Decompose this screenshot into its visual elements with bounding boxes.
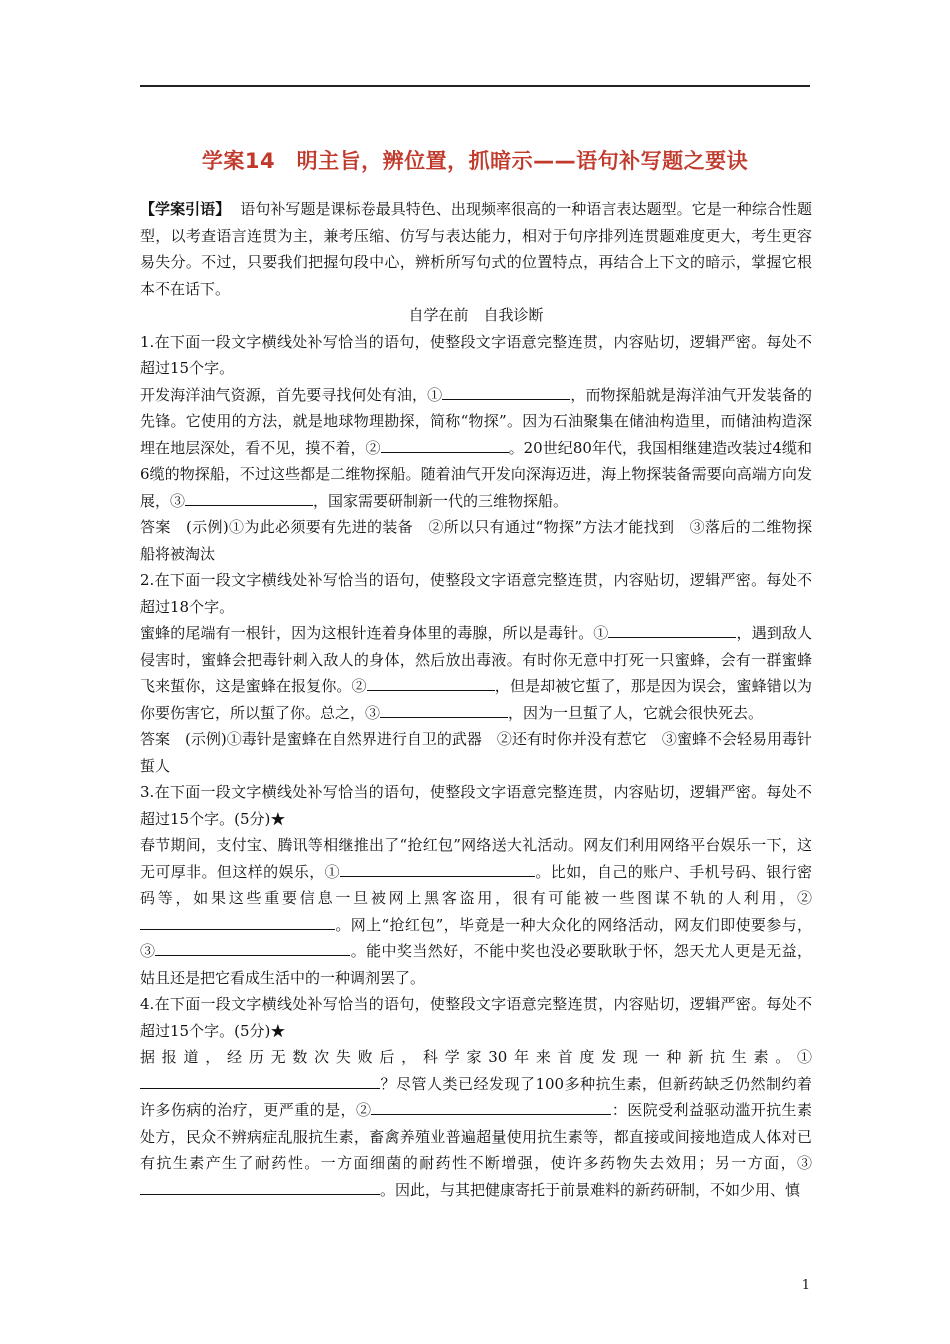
- q2-blank-3[interactable]: [380, 702, 508, 718]
- q1-blank-2[interactable]: [381, 437, 509, 453]
- intro-paragraph: [140, 196, 812, 302]
- q1-stem: 1.在下面一段文字横线处补写恰当的语句，使整段文字语意完整连贯，内容贴切，逻辑严密。每处不超过15个字。: [140, 332, 812, 377]
- q3-blank-3[interactable]: [155, 940, 350, 956]
- header-rule: [140, 85, 810, 87]
- q3-stem: 3.在下面一段文字横线处补写恰当的语句，使整段文字语意完整连贯，内容贴切，逻辑严密。每处不超过15个字。(5分)★: [140, 783, 812, 828]
- q4-stem: 4.在下面一段文字横线处补写恰当的语句，使整段文字语意完整连贯，内容贴切，逻辑严密。每处不超过15个字。(5分)★: [140, 995, 812, 1040]
- q2-blank-2[interactable]: [367, 675, 495, 691]
- intro-tag: 【学案引语】: [140, 200, 231, 218]
- q2-blank-1[interactable]: [608, 622, 736, 638]
- intro-text: 语句补写题是课标卷最具特色、出现频率很高的一种语言表达题型。它是一种综合性题型，以考查语言连贯为主，兼考压缩、仿写与表达能力，相对于句序排列连贯题难度更大，考生更容易失分。不过，只要我们把握句段中心，辨析所写句式的位置特点，再结合上下文的暗示，掌握它根本不在话下。: [140, 200, 812, 298]
- q4-passage: 据报道，经历无数次失败后，科学家30年来首度发现一种新抗生素。①？尽管人类已经发现了100多种抗生素，但新药缺乏仍然制约着许多伤病的治疗，更严重的是，② ：医院受利益驱动滥开抗生素处方，民众不辨病症乱服抗生素，畜禽养殖业普遍超量使用抗生素等，都直接或间接地造成人体对已有抗生素产生了耐药性。一方面细菌的耐药性不断增强，使许多药物失去效用；另一方面，③。因此，与其把健康寄托于前景难料的新药研制，不如少用、慎: [140, 1048, 812, 1199]
- q3-blank-2[interactable]: [140, 914, 335, 930]
- q3-blank-1[interactable]: [340, 861, 535, 877]
- q1-blank-3[interactable]: [185, 490, 313, 506]
- q2-answer: 答案 (示例)①毒针是蜜蜂在自然界进行自卫的武器 ②还有时你并没有惹它 ③蜜蜂不会轻易用毒针蜇人: [140, 730, 812, 775]
- q1-answer: 答案 (示例)①为此必须要有先进的装备 ②所以只有通过“物探”方法才能找到 ③落后的二维物探船将被淘汰: [140, 518, 812, 563]
- document-body: [140, 196, 812, 1203]
- page-number: 1: [801, 1278, 810, 1293]
- q4-blank-2[interactable]: [371, 1099, 611, 1115]
- section-heading: 自学在前 自我诊断: [408, 306, 544, 324]
- q2-stem: 2.在下面一段文字横线处补写恰当的语句，使整段文字语意完整连贯，内容贴切，逻辑严密。每处不超过18个字。: [140, 571, 812, 616]
- q4-blank-1[interactable]: [140, 1073, 380, 1089]
- q3-passage: 春节期间，支付宝、腾讯等相继推出了“抢红包”网络送大礼活动。网友们利用网络平台娱乐一下，这无可厚非。但这样的娱乐，① 。比如，自己的账户、手机号码、银行密码等，如果这些重要信息一旦被网上黑客盗用，很有可能被一些图谋不轨的人利用，②。网上“抢红包”，毕竟是一种大众化的网络活动，网友们即使要参与，③ 。能中奖当然好，不能中奖也没必要耿耿于怀，怨天尤人更是无益，姑且还是把它看成生活中的一种调剂罢了。: [140, 836, 812, 987]
- q1-passage: 开发海洋油气资源，首先要寻找何处有油，① ，而物探船就是海洋油气开发装备的先锋。它使用的方法，就是地球物理勘探，简称“物探”。因为石油聚集在储油构造里，而储油构造深埋在地层深处，看不见，摸不着，② 。20世纪80年代，我国相继建造改装过4缆和6缆的物探船，不过这些都是二维物探船。随着油气开发向深海迈进，海上物探装备需要向高端方向发展，③ ，国家需要研制新一代的三维物探船。: [140, 385, 812, 510]
- q4-blank-3[interactable]: [140, 1179, 380, 1195]
- q2-passage: 蜜蜂的尾端有一根针，因为这根针连着身体里的毒腺，所以是毒针。① ，遇到敌人侵害时，蜜蜂会把毒针刺入敌人的身体，然后放出毒液。有时你无意中打死一只蜜蜂，会有一群蜜蜂飞来蜇你，这是蜜蜂在报复你。② ，但是却被它蜇了，那是因为误会，蜜蜂错以为你要伤害它，所以蜇了你。总之，③ ，因为一旦蜇了人，它就会很快死去。: [140, 624, 812, 722]
- page-title: 学案14 明主旨，辨位置，抓暗示——语句补写题之要诀: [201, 149, 749, 173]
- q1-blank-1[interactable]: [442, 384, 570, 400]
